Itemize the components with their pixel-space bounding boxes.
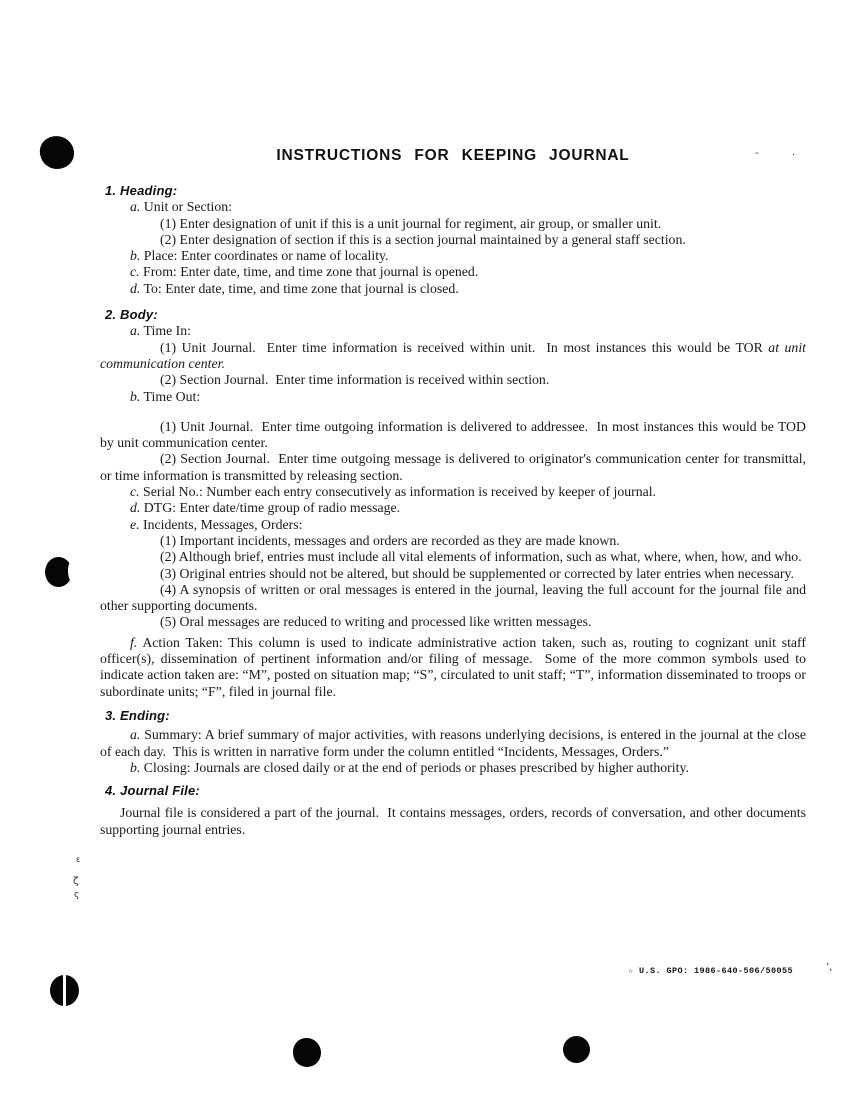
section-heading [100,708,806,724]
text-segment: 4. Journal File: [105,783,200,799]
text-line [100,199,806,215]
scan-artifact: ’, [826,962,833,973]
text-segment: d. [130,500,141,516]
text-segment: Action Taken: This column is used to indicate administrative action taken, such as, routing to cognizant unit staff officer(s), dissemination of pertinent information and/or filing of message. Some of the more common symbols used to indicate action taken are: “M”, posted on situation map; “S”, circulated to unit staff; “T”, information disseminated to troops or subordinate units; “F”, filed in journal file. [100,634,810,699]
text-segment: 1. Heading: [105,183,178,198]
scan-artifact: ζ [73,876,79,887]
document-body [100,183,810,838]
text-line [100,549,806,565]
scan-artifact: ε [76,855,81,864]
text-line [100,500,806,516]
text-segment: c. [130,484,140,500]
section-heading [100,783,806,799]
text-line [100,451,810,484]
punch-hole-mark [563,1036,590,1063]
text-segment: (1) Unit Journal. Enter time information is received within unit. In most instances this would be TOR [160,339,769,355]
text-line [100,281,806,297]
text-segment: Time In: [140,323,191,339]
text-segment: To: Enter date, time, and time zone that journal is closed. [140,280,459,296]
text-line [100,372,806,388]
text-line [100,634,810,700]
text-segment: (2) Section Journal. Enter time outgoing message is delivered to originator's communication center for transmittal, or time information is transmitted by releasing section. [100,451,810,483]
scan-artifact: ς [74,890,80,900]
text-segment: Unit or Section: [140,199,232,215]
text-line [100,760,806,776]
text-segment: b. [130,248,141,264]
punch-hole-mark [45,557,72,587]
text-segment: From: Enter date, time, and time zone that journal is opened. [139,264,479,280]
gpo-print-code: ☆ U.S. GPO: 1986-640-506/50055 [628,966,794,976]
text-segment: Place: Enter coordinates or name of locality. [140,248,389,264]
text-segment: (1) Enter designation of unit if this is a unit journal for regiment, air group, or smaller unit. [160,215,662,231]
scan-highlight [63,974,66,1007]
punch-hole-mark [293,1038,321,1067]
text-segment: c. [130,264,140,280]
text-segment: (2) Although brief, entries must include all vital elements of information, such as what, where, when, how, and who. [160,549,802,565]
section-heading [100,307,806,323]
text-line [100,216,806,232]
text-segment: Journal file is considered a part of the journal. It contains messages, orders, records of conversation, and other documents supporting journal entries. [100,805,810,837]
text-segment: at unit communication center. [100,339,810,371]
text-line [100,566,806,582]
text-segment: 2. Body: [105,307,158,323]
text-segment: Time Out: [140,388,201,404]
text-segment: Closing: Journals are closed daily or at the end of periods or phases prescribed by higher authority. [140,759,689,775]
text-segment: (2) Section Journal. Enter time information is received within section. [160,372,550,388]
text-segment: 3. Ending: [105,707,170,723]
text-line [100,484,806,500]
text-line [100,533,806,549]
text-line [100,248,806,264]
text-segment: (5) Oral messages are reduced to writing and processed like written messages. [160,614,592,630]
text-segment: b. [130,388,141,404]
text-line [100,805,810,838]
text-segment: a. [130,727,141,743]
document-title: INSTRUCTIONS FOR KEEPING JOURNAL [276,147,630,164]
text-segment: (1) Unit Journal. Enter time outgoing information is delivered to addressee. In most instances this would be TOD by unit communication center. [100,418,810,451]
document-content [100,146,810,838]
text-line [100,389,806,405]
text-segment: b. [130,759,141,775]
scan-artifact: - [755,148,759,159]
text-segment: a. [130,199,141,215]
text-line [100,418,810,452]
text-line [100,614,806,630]
text-line [100,727,810,760]
text-line [100,581,810,615]
scan-artifact: · [792,150,796,161]
text-segment: DTG: Enter date/time group of radio message. [140,500,401,516]
punch-hole-mark [50,975,79,1006]
text-segment: Summary: A brief summary of major activities, with reasons underlying decisions, is entered in the journal at the close of each day. This is written in narrative form under the column entitled “Incidents, Messages, Orders.” [100,727,810,759]
text-segment: (2) Enter designation of section if this is a section journal maintained by a general staff section. [160,231,686,247]
text-segment: a. [130,323,141,339]
text-line [100,232,806,248]
text-segment: f. [130,634,138,650]
text-segment: Serial No.: Number each entry consecutively as information is received by keeper of journal. [139,484,657,500]
punch-hole-mark [38,134,76,171]
text-line [100,339,810,373]
text-segment: d. [130,280,141,296]
section-heading [100,183,806,199]
scan-highlight [68,560,77,582]
text-segment: e. [130,516,140,532]
text-segment: (4) A synopsis of written or oral messages is entered in the journal, leaving the full account for the journal file and other supporting documents. [100,581,810,614]
text-segment: (3) Original entries should not be altered, but should be supplemented or corrected by later entries when necessary. [160,565,794,581]
text-line [100,323,806,339]
text-line [100,264,806,280]
text-line [100,517,806,533]
text-segment: Incidents, Messages, Orders: [139,516,303,532]
text-segment: (1) Important incidents, messages and orders are recorded as they are made known. [160,532,620,548]
